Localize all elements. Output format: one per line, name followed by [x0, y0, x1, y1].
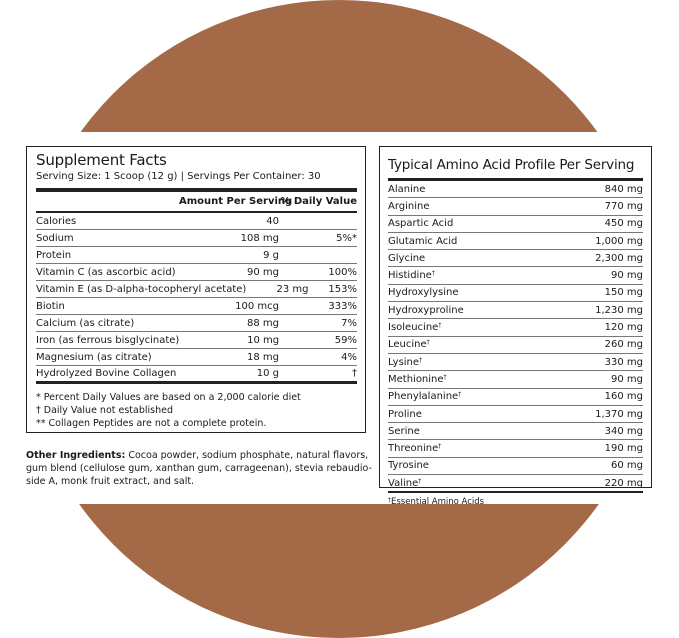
amino-value: 1,000 mg	[595, 235, 643, 247]
amino-name-cell	[388, 270, 611, 281]
footnote-line: ** Collagen Peptides are not a complete protein.	[36, 418, 267, 429]
amino-name: Aspartic Acid	[388, 218, 454, 230]
nutrient-name: Vitamin C (as ascorbic acid)	[36, 266, 176, 278]
table-row	[388, 337, 643, 354]
amino-name-cell	[388, 201, 605, 212]
essential-mark: †	[419, 356, 423, 364]
label-panel	[12, 132, 667, 508]
amino-name-cell	[388, 287, 605, 298]
amino-name: Glycine	[388, 252, 426, 264]
nutrient-amount: 90 mg	[247, 266, 279, 278]
nutrient-amount: 10 g	[256, 368, 279, 379]
nutrient-amount: 88 mg	[247, 317, 279, 329]
nutrient-name: Vitamin E (as D-alpha-tocopheryl acetate)	[36, 283, 247, 295]
table-row	[36, 230, 357, 247]
amino-name: Serine	[388, 425, 420, 437]
table-row	[36, 366, 357, 384]
table-row	[36, 298, 357, 315]
nutrient-name: Hydrolyzed Bovine Collagen	[36, 368, 177, 379]
amino-name-cell	[388, 218, 605, 229]
nutrient-daily-value: 333%	[328, 300, 357, 312]
nutrient-name: Calcium (as citrate)	[36, 317, 135, 329]
other-ingredients-text: Cocoa powder, sodium phosphate, natural flavors, gum blend (cellulose gum, xanthan gum, carrageenan), stevia rebaudio-side A, monk fruit extract, and salt.	[26, 450, 372, 487]
amino-value: 1,370 mg	[595, 408, 643, 420]
nutrient-amount: 40	[266, 215, 279, 227]
table-row	[388, 458, 643, 475]
table-row	[36, 213, 357, 230]
supplement-facts-title: Supplement Facts	[36, 151, 167, 169]
amino-name-cell	[388, 391, 605, 402]
nutrient-name: Protein	[36, 249, 72, 261]
footnote-line: † Daily Value not established	[36, 405, 174, 416]
amino-value: 340 mg	[604, 425, 643, 437]
amino-value: 450 mg	[604, 218, 643, 230]
amino-name: Leucine	[388, 339, 427, 351]
nutrient-name: Magnesium (as citrate)	[36, 351, 152, 363]
table-row	[388, 371, 643, 388]
table-row	[36, 332, 357, 349]
amino-name-cell	[388, 184, 605, 195]
facts-header-row	[36, 192, 357, 213]
amino-name: Phenylalanine	[388, 391, 459, 403]
amino-name: Arginine	[388, 200, 430, 212]
amino-name-cell	[388, 305, 595, 316]
nutrient-name: Sodium	[36, 232, 74, 244]
facts-rows	[36, 213, 357, 384]
table-row	[36, 264, 357, 281]
table-row	[388, 233, 643, 250]
table-row	[388, 389, 643, 406]
amino-name: Hydroxylysine	[388, 287, 459, 299]
amino-name: Hydroxyproline	[388, 304, 464, 316]
amino-acid-title: Typical Amino Acid Profile Per Serving	[388, 157, 635, 173]
table-row	[36, 281, 357, 298]
amino-name: Isoleucine	[388, 322, 439, 334]
footnote-mark: †	[388, 497, 391, 505]
facts-notes	[36, 391, 357, 430]
supplement-facts-box	[26, 146, 366, 433]
nutrient-amount: 18 mg	[247, 351, 279, 363]
essential-mark: †	[438, 322, 442, 330]
nutrient-daily-value: 7%	[341, 317, 357, 329]
amino-value: 1,230 mg	[595, 304, 643, 316]
nutrient-name: Iron (as ferrous bisglycinate)	[36, 334, 180, 346]
table-row	[388, 285, 643, 302]
amino-value: 90 mg	[611, 270, 643, 282]
nutrient-amount: 100 mcg	[235, 300, 279, 312]
amino-name: Threonine	[388, 443, 439, 455]
footnote-line: * Percent Daily Values are based on a 2,000 calorie diet	[36, 392, 301, 403]
amino-name: Alanine	[388, 183, 426, 195]
amino-name-cell	[388, 339, 605, 350]
table-row	[36, 247, 357, 264]
nutrient-daily-value: 5%*	[336, 232, 357, 244]
amino-name: Tyrosine	[388, 460, 429, 472]
table-row	[388, 198, 643, 215]
amino-value: 60 mg	[611, 460, 643, 472]
nutrient-amount: 10 mg	[247, 334, 280, 346]
amino-value: 2,300 mg	[595, 252, 643, 264]
essential-mark: †	[438, 443, 442, 451]
amino-name-cell	[388, 426, 605, 437]
other-ingredients	[26, 449, 376, 488]
amino-value: 840 mg	[604, 183, 643, 195]
nutrient-daily-value: 100%	[328, 266, 357, 278]
amino-value: 160 mg	[604, 391, 643, 403]
amino-value: 260 mg	[604, 339, 643, 351]
essential-mark: †	[426, 339, 430, 347]
amino-name-cell	[388, 478, 605, 489]
header-amount: Amount Per Serving	[179, 196, 293, 207]
table-row	[388, 423, 643, 440]
nutrient-daily-value: †	[352, 368, 357, 379]
amino-acid-box	[379, 146, 652, 508]
amino-name: Valine	[388, 477, 419, 489]
table-row	[388, 354, 643, 371]
amino-value: 150 mg	[604, 287, 643, 299]
amino-name: Histidine	[388, 270, 432, 282]
nutrient-name: Biotin	[36, 300, 65, 312]
table-row	[388, 302, 643, 319]
amino-value: 190 mg	[604, 443, 643, 455]
amino-name: Glutamic Acid	[388, 235, 458, 247]
table-row	[388, 267, 643, 284]
header-daily-value: % Daily Value	[280, 196, 357, 207]
table-row	[388, 406, 643, 423]
nutrient-daily-value: 4%	[341, 351, 357, 363]
essential-mark: †	[458, 391, 462, 399]
nutrient-daily-value: 153%	[328, 283, 357, 295]
other-ingredients-label: Other Ingredients:	[26, 450, 126, 461]
serving-info: Serving Size: 1 Scoop (12 g) | Servings Per Container: 30	[36, 171, 321, 182]
nutrient-name: Calories	[36, 215, 77, 227]
table-row	[388, 250, 643, 267]
table-row	[388, 319, 643, 336]
nutrient-amount: 9 g	[263, 249, 279, 261]
table-row	[388, 181, 643, 198]
amino-footnote	[388, 497, 643, 507]
essential-mark: †	[431, 270, 435, 278]
amino-name-cell	[388, 236, 595, 247]
amino-name-cell	[388, 322, 605, 333]
essential-mark: †	[418, 477, 422, 485]
amino-value: 330 mg	[604, 356, 643, 368]
table-row	[36, 315, 357, 332]
amino-rows	[388, 181, 643, 493]
amino-name-cell	[388, 460, 611, 471]
amino-value: 120 mg	[604, 322, 643, 334]
amino-name-cell	[388, 409, 595, 420]
amino-name-cell	[388, 357, 605, 368]
essential-mark: †	[443, 373, 447, 381]
amino-value: 220 mg	[604, 477, 643, 489]
amino-name-cell	[388, 253, 595, 264]
amino-value: 770 mg	[604, 200, 643, 212]
footnote-text: Essential Amino Acids	[391, 497, 485, 508]
amino-value: 90 mg	[611, 373, 643, 385]
table-row	[388, 475, 643, 493]
amino-name-cell	[388, 374, 611, 385]
amino-name: Methionine	[388, 373, 444, 385]
nutrient-amount: 108 mg	[240, 232, 279, 244]
amino-name-cell	[388, 443, 605, 454]
nutrient-daily-value: 59%	[334, 334, 357, 346]
amino-name: Proline	[388, 408, 422, 420]
table-row	[388, 216, 643, 233]
amino-name: Lysine	[388, 356, 420, 368]
table-row	[36, 349, 357, 366]
table-row	[388, 440, 643, 457]
nutrient-amount: 23 mg	[276, 283, 309, 295]
